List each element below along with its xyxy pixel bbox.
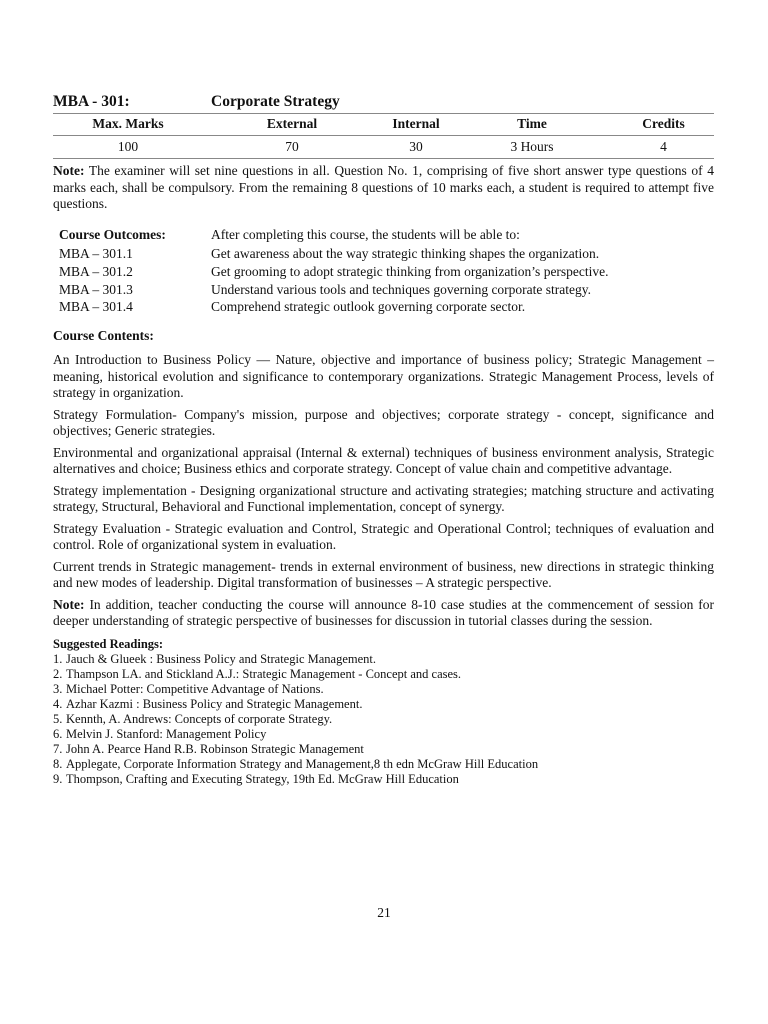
contents-paragraph: Strategy Formulation- Company's mission, purpose and objectives; corporate strategy - concept, significance and objectives; Generic strategies.	[53, 406, 714, 438]
outcome-text: Comprehend strategic outlook governing corporate sector.	[211, 298, 526, 314]
exam-note-label: Note:	[53, 163, 85, 178]
reading-text: Melvin J. Stanford: Management Policy	[66, 726, 267, 741]
exam-note	[53, 163, 714, 213]
reading-number: 8.	[53, 756, 63, 771]
reading-item	[53, 742, 714, 757]
marks-value-row	[53, 136, 714, 159]
reading-text: Thompson, Crafting and Executing Strategy, 19th Ed. McGraw Hill Education	[66, 771, 459, 786]
outcome-code: MBA – 301.1	[59, 245, 133, 261]
reading-text: Kennth, A. Andrews: Concepts of corporate Strategy.	[66, 711, 333, 726]
reading-number: 7.	[53, 741, 63, 756]
reading-number: 2.	[53, 666, 63, 681]
value-external: 70	[203, 136, 381, 159]
reading-item	[53, 757, 714, 772]
outcomes-header	[53, 226, 714, 245]
readings-list	[53, 652, 714, 787]
contents-paragraph: Environmental and organizational appraisal (Internal & external) techniques of business environment analysis, Strategic alternatives and choice; Business ethics and corporate strategy. Concept of value chain and competitive advantage.	[53, 444, 714, 476]
syllabus-page	[53, 93, 714, 787]
reading-text: Jauch & Glueek : Business Policy and Strategic Management.	[66, 651, 377, 666]
header-internal: Internal	[381, 114, 451, 136]
reading-item	[53, 712, 714, 727]
course-heading	[53, 93, 714, 113]
reading-text: Thampson LA. and Stickland A.J.: Strategic Management - Concept and cases.	[66, 666, 462, 681]
value-time: 3 Hours	[451, 136, 613, 159]
case-study-note-text: In addition, teacher conducting the course will announce 8-10 case studies at the commencement of session for deeper understanding of strategic perspective of businesses for discussion in tutorial classes during the session.	[53, 596, 715, 628]
reading-item	[53, 682, 714, 697]
reading-number: 4.	[53, 696, 63, 711]
reading-number: 5.	[53, 711, 63, 726]
value-internal: 30	[381, 136, 451, 159]
reading-number: 6.	[53, 726, 63, 741]
reading-item	[53, 652, 714, 667]
contents-paragraph: Strategy Evaluation - Strategic evaluation and Control, Strategic and Operational Control; techniques of evaluation and control. Role of organizational system in evaluation.	[53, 520, 714, 552]
outcome-item	[53, 245, 714, 264]
course-code: MBA - 301:	[53, 93, 130, 110]
contents-paragraph: Strategy implementation - Designing organizational structure and activating strategies; matching structure and activating strategy, Structural, Behavioral and Functional implementation, concept of synergy.	[53, 482, 714, 514]
case-study-note	[53, 597, 714, 630]
case-study-note-label: Note:	[53, 596, 85, 612]
header-credits: Credits	[613, 114, 714, 136]
marks-table	[53, 113, 714, 159]
header-external: External	[203, 114, 381, 136]
exam-note-text: The examiner will set nine questions in all. Question No. 1, comprising of five short answer type questions of 4 marks each, shall be compulsory. From the remaining 8 questions of 10 marks each, a student is required to attempt five questions.	[53, 163, 714, 211]
value-credits: 4	[613, 136, 714, 159]
outcome-text: Understand various tools and techniques governing corporate strategy.	[211, 281, 592, 297]
outcomes-intro: After completing this course, the students will be able to:	[211, 227, 520, 242]
reading-item	[53, 697, 714, 712]
readings-title: Suggested Readings:	[53, 636, 164, 651]
reading-number: 9.	[53, 771, 63, 786]
page-number: 21	[377, 905, 391, 920]
outcome-item	[53, 282, 714, 298]
contents-paragraph: Current trends in Strategic management- trends in external environment of business, new directions in strategic thinking and new modes of leadership. Digital transformation of businesses – A strategic perspective.	[53, 558, 714, 590]
reading-number: 1.	[53, 651, 63, 666]
outcomes-title: Course Outcomes:	[59, 227, 166, 242]
header-time: Time	[451, 114, 613, 136]
outcome-item	[53, 298, 714, 317]
reading-text: John A. Pearce Hand R.B. Robinson Strategic Management	[66, 741, 364, 756]
outcome-code: MBA – 301.2	[59, 264, 133, 279]
reading-item	[53, 667, 714, 682]
reading-item	[53, 727, 714, 742]
outcome-item	[53, 263, 714, 282]
contents-title: Course Contents:	[53, 328, 154, 343]
reading-text: Applegate, Corporate Information Strategy and Management,8 th edn McGraw Hill Education	[66, 756, 539, 771]
reading-text: Azhar Kazmi : Business Policy and Strategic Management.	[66, 696, 363, 711]
contents-paragraph: An Introduction to Business Policy — Nature, objective and importance of business policy; Strategic Management –meaning, historical evolution and significance to contemporary organizations. Strategic Management Process, levels of strategy in organization.	[53, 352, 714, 400]
outcome-text: Get awareness about the way strategic thinking shapes the organization.	[211, 245, 600, 261]
outcome-text: Get grooming to adopt strategic thinking from organization’s perspective.	[211, 264, 609, 279]
reading-text: Michael Potter: Competitive Advantage of Nations.	[66, 681, 324, 696]
marks-header-row	[53, 114, 714, 136]
outcome-code: MBA – 301.4	[59, 298, 133, 314]
value-max-marks: 100	[53, 136, 203, 159]
course-outcomes	[53, 226, 714, 316]
reading-item	[53, 772, 714, 787]
header-max-marks: Max. Marks	[53, 114, 203, 136]
outcome-code: MBA – 301.3	[59, 281, 133, 297]
reading-number: 3.	[53, 681, 63, 696]
course-title: Corporate Strategy	[211, 93, 340, 110]
